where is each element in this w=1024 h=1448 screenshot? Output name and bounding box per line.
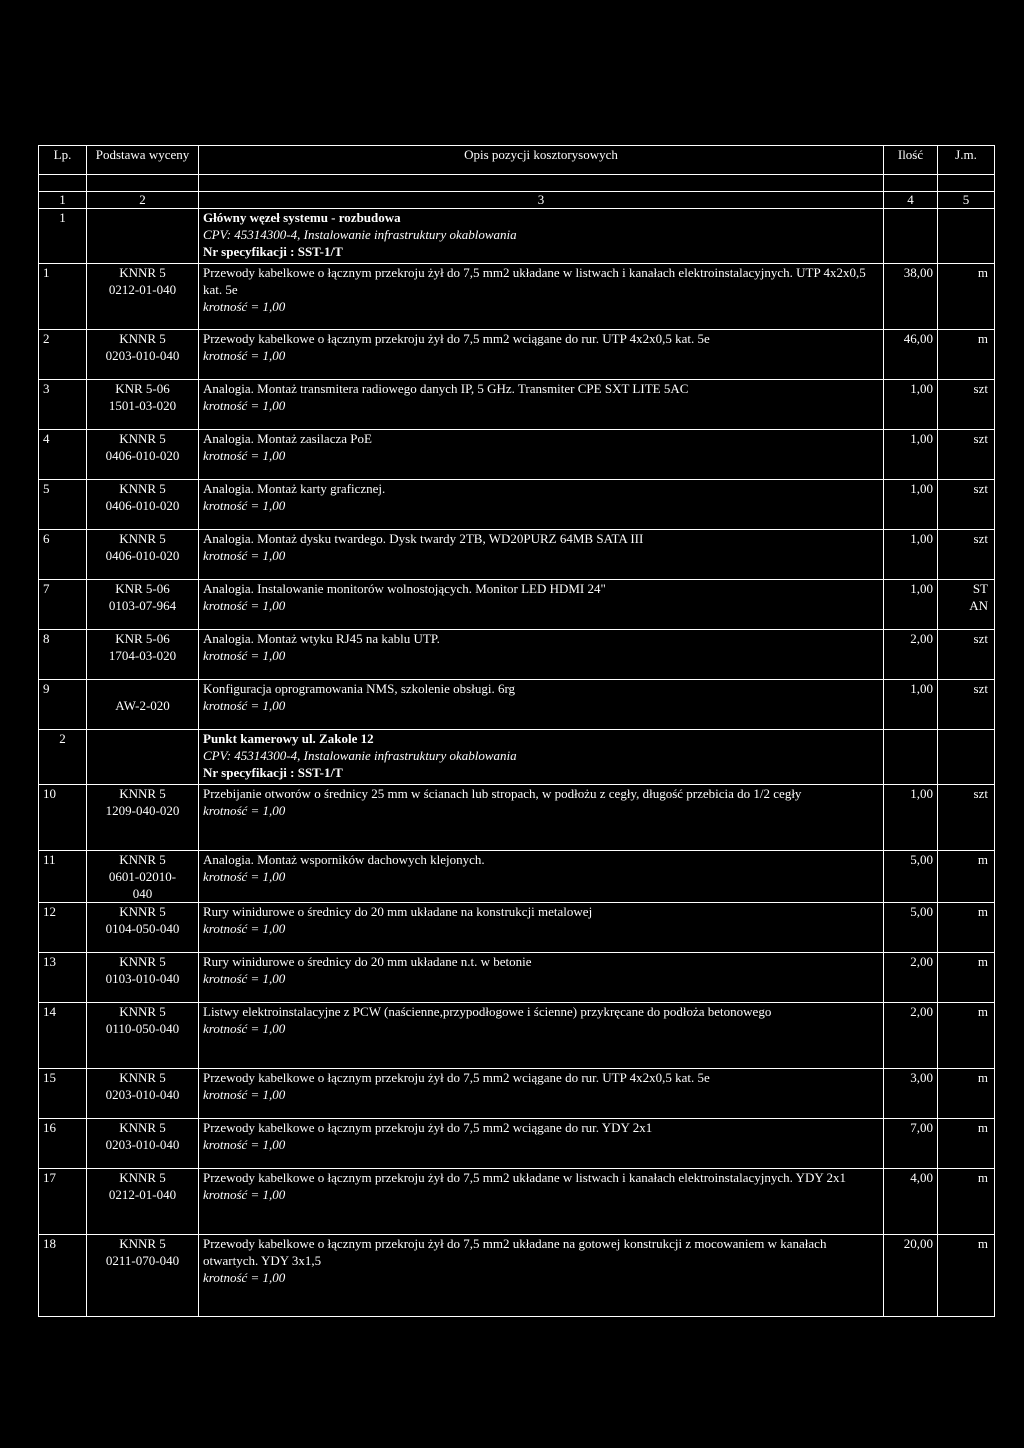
item-quantity: 5,00 <box>884 851 938 903</box>
item-row <box>39 430 995 480</box>
item-basis <box>87 330 199 380</box>
item-multiplier: krotność = 1,00 <box>203 698 286 713</box>
item-description-text: Przewody kabelkowe o łącznym przekroju żył do 7,5 mm2 wciągane do rur. UTP 4x2x0,5 kat. 5e <box>203 1070 710 1085</box>
item-quantity: 1,00 <box>884 480 938 530</box>
item-description-text: Przewody kabelkowe o łącznym przekroju żył do 7,5 mm2 układane na gotowej konstrukcji z mocowaniem w kanałach otwartych. YDY 3x1,5 <box>203 1236 827 1268</box>
item-quantity: 20,00 <box>884 1235 938 1317</box>
item-row <box>39 380 995 430</box>
item-basis-catalog: KNNR 5 <box>119 954 166 969</box>
item-basis-catalog: KNNR 5 <box>119 531 166 546</box>
item-description-text: Rury winidurowe o średnicy do 20 mm układane n.t. w betonie <box>203 954 532 969</box>
item-row <box>39 580 995 630</box>
item-lp: 11 <box>39 851 87 903</box>
item-description-text: Przebijanie otworów o średnicy 25 mm w ścianach lub stropach, w podłożu z cegły, długość przebicia do 1/2 cegły <box>203 786 802 801</box>
header-jm: J.m. <box>938 146 995 175</box>
item-multiplier: krotność = 1,00 <box>203 1087 286 1102</box>
item-basis-catalog: KNNR 5 <box>119 852 166 867</box>
item-basis <box>87 903 199 953</box>
item-row <box>39 1169 995 1235</box>
item-description-text: Analogia. Montaż zasilacza PoE <box>203 431 372 446</box>
item-basis <box>87 953 199 1003</box>
item-unit: szt <box>938 530 995 580</box>
item-row <box>39 1069 995 1119</box>
item-basis-catalog: KNNR 5 <box>119 331 166 346</box>
item-unit: szt <box>938 480 995 530</box>
colnum-1: 1 <box>39 192 87 209</box>
item-multiplier: krotność = 1,00 <box>203 1137 286 1152</box>
item-basis-catalog: KNNR 5 <box>119 481 166 496</box>
section-description <box>199 209 884 264</box>
item-basis <box>87 1003 199 1069</box>
item-unit: m <box>938 1069 995 1119</box>
item-quantity: 2,00 <box>884 630 938 680</box>
section-number: 2 <box>39 730 87 785</box>
item-basis-catalog: KNR 5-06 <box>115 631 170 646</box>
item-lp: 2 <box>39 330 87 380</box>
item-basis-code: 0103-07-964 <box>108 598 177 613</box>
column-number-row <box>39 192 995 209</box>
item-multiplier: krotność = 1,00 <box>203 598 286 613</box>
section-qty-empty <box>884 209 938 264</box>
item-unit: szt <box>938 630 995 680</box>
item-unit: m <box>938 953 995 1003</box>
section-row <box>39 730 995 785</box>
item-quantity: 1,00 <box>884 580 938 630</box>
item-quantity: 1,00 <box>884 430 938 480</box>
item-row <box>39 851 995 903</box>
item-unit: szt <box>938 430 995 480</box>
item-lp: 7 <box>39 580 87 630</box>
item-unit: m <box>938 851 995 903</box>
item-description-text: Przewody kabelkowe o łącznym przekroju żył do 7,5 mm2 układane w listwach i kanałach elektroinstalacyjnych. YDY 2x1 <box>203 1170 847 1185</box>
section-unit-empty <box>938 209 995 264</box>
item-multiplier: krotność = 1,00 <box>203 971 286 986</box>
item-row <box>39 1235 995 1317</box>
cost-estimate-table <box>38 145 995 1317</box>
item-description <box>199 1169 884 1235</box>
item-description-text: Analogia. Montaż wsporników dachowych klejonych. <box>203 852 485 867</box>
colnum-5: 5 <box>938 192 995 209</box>
item-description <box>199 680 884 730</box>
item-description <box>199 330 884 380</box>
item-row <box>39 630 995 680</box>
item-basis-code: 0406-010-020 <box>105 498 180 513</box>
item-quantity: 1,00 <box>884 380 938 430</box>
item-description-text: Przewody kabelkowe o łącznym przekroju żył do 7,5 mm2 układane w listwach i kanałach elektroinstalacyjnych. UTP 4x2x0,5 kat. 5e <box>203 265 866 297</box>
item-basis-catalog: KNNR 5 <box>119 1120 166 1135</box>
item-row <box>39 1119 995 1169</box>
item-basis-catalog: KNNR 5 <box>119 1236 166 1251</box>
item-basis-code: 0110-050-040 <box>105 1021 180 1036</box>
item-lp: 14 <box>39 1003 87 1069</box>
item-multiplier: krotność = 1,00 <box>203 921 286 936</box>
item-basis <box>87 580 199 630</box>
item-lp: 3 <box>39 380 87 430</box>
item-lp: 12 <box>39 903 87 953</box>
item-basis-catalog: KNNR 5 <box>119 1070 166 1085</box>
item-description <box>199 903 884 953</box>
item-basis-code: 0601-02010- <box>108 869 177 884</box>
item-row <box>39 530 995 580</box>
item-lp: 6 <box>39 530 87 580</box>
item-description <box>199 785 884 851</box>
cost-estimate-sheet <box>38 145 994 1317</box>
section-qty-empty <box>884 730 938 785</box>
item-lp: 5 <box>39 480 87 530</box>
item-basis <box>87 851 199 903</box>
item-quantity: 2,00 <box>884 1003 938 1069</box>
item-multiplier: krotność = 1,00 <box>203 348 286 363</box>
item-basis <box>87 430 199 480</box>
item-basis-catalog: KNNR 5 <box>119 904 166 919</box>
item-row <box>39 680 995 730</box>
item-basis-code: 1209-040-020 <box>105 803 180 818</box>
item-multiplier: krotność = 1,00 <box>203 803 286 818</box>
item-lp: 16 <box>39 1119 87 1169</box>
item-basis-catalog: KNNR 5 <box>119 431 166 446</box>
item-description-text: Analogia. Montaż wtyku RJ45 na kablu UTP. <box>203 631 440 646</box>
item-basis-code-cont: 040 <box>132 886 153 901</box>
item-basis-code: 0203-010-040 <box>105 1137 180 1152</box>
item-basis-code: 0212-01-040 <box>108 1187 177 1202</box>
item-unit: m <box>938 903 995 953</box>
item-basis <box>87 1169 199 1235</box>
item-basis <box>87 785 199 851</box>
colnum-2: 2 <box>87 192 199 209</box>
item-unit: m <box>938 330 995 380</box>
item-row <box>39 330 995 380</box>
item-basis <box>87 630 199 680</box>
section-ref-empty <box>87 209 199 264</box>
item-basis-catalog: KNNR 5 <box>119 1170 166 1185</box>
item-quantity: 1,00 <box>884 530 938 580</box>
item-quantity: 5,00 <box>884 903 938 953</box>
item-description <box>199 1003 884 1069</box>
item-multiplier: krotność = 1,00 <box>203 648 286 663</box>
section-cpv: CPV: 45314300-4, Instalowanie infrastruktury okablowania <box>203 227 517 242</box>
item-multiplier: krotność = 1,00 <box>203 498 286 513</box>
item-basis-catalog: KNNR 5 <box>119 265 166 280</box>
item-lp: 18 <box>39 1235 87 1317</box>
item-basis <box>87 1119 199 1169</box>
item-multiplier: krotność = 1,00 <box>203 398 286 413</box>
section-row <box>39 209 995 264</box>
colnum-3: 3 <box>199 192 884 209</box>
item-multiplier: krotność = 1,00 <box>203 299 286 314</box>
section-unit-empty <box>938 730 995 785</box>
item-quantity: 7,00 <box>884 1119 938 1169</box>
item-unit: ST AN <box>938 580 995 630</box>
item-unit: m <box>938 264 995 330</box>
item-multiplier: krotność = 1,00 <box>203 548 286 563</box>
item-basis-code: 0406-010-020 <box>105 448 180 463</box>
item-lp: 10 <box>39 785 87 851</box>
item-basis-code: 0212-01-040 <box>108 282 177 297</box>
section-description <box>199 730 884 785</box>
item-description-text: Przewody kabelkowe o łącznym przekroju żył do 7,5 mm2 wciągane do rur. UTP 4x2x0,5 kat. 5e <box>203 331 710 346</box>
item-basis-code: AW-2-020 <box>115 698 170 713</box>
item-basis-code: 0103-010-040 <box>105 971 180 986</box>
header-podstawa: Podstawa wyceny <box>87 146 199 175</box>
item-multiplier: krotność = 1,00 <box>203 1021 286 1036</box>
item-basis <box>87 380 199 430</box>
item-description <box>199 480 884 530</box>
item-quantity: 2,00 <box>884 953 938 1003</box>
section-ref-empty <box>87 730 199 785</box>
item-basis <box>87 1069 199 1119</box>
item-row <box>39 903 995 953</box>
item-unit: m <box>938 1003 995 1069</box>
item-unit: szt <box>938 680 995 730</box>
item-unit: m <box>938 1235 995 1317</box>
item-lp: 8 <box>39 630 87 680</box>
item-lp: 9 <box>39 680 87 730</box>
item-quantity: 3,00 <box>884 1069 938 1119</box>
item-basis-catalog: KNR 5-06 <box>115 381 170 396</box>
item-row <box>39 785 995 851</box>
item-basis-code: 1501-03-020 <box>108 398 177 413</box>
item-basis <box>87 530 199 580</box>
item-description <box>199 380 884 430</box>
item-description-text: Analogia. Instalowanie monitorów wolnostojących. Monitor LED HDMI 24" <box>203 581 606 596</box>
item-basis-code: 1704-03-020 <box>108 648 177 663</box>
item-description <box>199 430 884 480</box>
header-row <box>39 146 995 175</box>
item-basis-code: 0104-050-040 <box>105 921 180 936</box>
item-description <box>199 264 884 330</box>
item-basis-code: 0211-070-040 <box>105 1253 180 1268</box>
item-description <box>199 1119 884 1169</box>
item-description-text: Listwy elektroinstalacyjne z PCW (naścienne,przypodłogowe i ścienne) przykręcane do podłoża betonowego <box>203 1004 772 1019</box>
item-description-text: Rury winidurowe o średnicy do 20 mm układane na konstrukcji metalowej <box>203 904 593 919</box>
item-lp: 1 <box>39 264 87 330</box>
item-basis <box>87 680 199 730</box>
section-spec: Nr specyfikacji : SST-1/T <box>203 765 343 780</box>
item-lp: 4 <box>39 430 87 480</box>
item-basis <box>87 1235 199 1317</box>
item-basis-blank <box>91 680 194 697</box>
item-unit: szt <box>938 380 995 430</box>
item-row <box>39 953 995 1003</box>
item-description <box>199 630 884 680</box>
item-description <box>199 530 884 580</box>
header-ilosc: Ilość <box>884 146 938 175</box>
item-basis-catalog: KNR 5-06 <box>115 581 170 596</box>
item-description <box>199 580 884 630</box>
item-quantity: 1,00 <box>884 785 938 851</box>
item-multiplier: krotność = 1,00 <box>203 1187 286 1202</box>
item-row <box>39 1003 995 1069</box>
item-unit: m <box>938 1169 995 1235</box>
item-basis-code: 0203-010-040 <box>105 1087 180 1102</box>
item-row <box>39 480 995 530</box>
section-title: Główny węzeł systemu - rozbudowa <box>203 210 401 225</box>
item-row <box>39 264 995 330</box>
item-quantity: 46,00 <box>884 330 938 380</box>
item-description-text: Konfiguracja oprogramowania NMS, szkolenie obsługi. 6rg <box>203 681 516 696</box>
item-multiplier: krotność = 1,00 <box>203 1270 286 1285</box>
item-description <box>199 1069 884 1119</box>
section-spec: Nr specyfikacji : SST-1/T <box>203 244 343 259</box>
item-description-text: Analogia. Montaż dysku twardego. Dysk twardy 2TB, WD20PURZ 64MB SATA III <box>203 531 644 546</box>
item-basis-code: 0203-010-040 <box>105 348 180 363</box>
item-multiplier: krotność = 1,00 <box>203 869 286 884</box>
item-description-text: Przewody kabelkowe o łącznym przekroju żył do 7,5 mm2 wciągane do rur. YDY 2x1 <box>203 1120 653 1135</box>
item-lp: 13 <box>39 953 87 1003</box>
item-quantity: 38,00 <box>884 264 938 330</box>
item-unit: szt <box>938 785 995 851</box>
item-description <box>199 851 884 903</box>
item-basis <box>87 480 199 530</box>
header-opis: Opis pozycji kosztorysowych <box>199 146 884 175</box>
spacer-row <box>39 175 995 192</box>
item-basis-code: 0406-010-020 <box>105 548 180 563</box>
item-description <box>199 1235 884 1317</box>
item-description <box>199 953 884 1003</box>
item-lp: 17 <box>39 1169 87 1235</box>
item-quantity: 4,00 <box>884 1169 938 1235</box>
item-basis-catalog: KNNR 5 <box>119 1004 166 1019</box>
section-title: Punkt kamerowy ul. Zakole 12 <box>203 731 374 746</box>
item-lp: 15 <box>39 1069 87 1119</box>
section-cpv: CPV: 45314300-4, Instalowanie infrastruktury okablowania <box>203 748 517 763</box>
item-quantity: 1,00 <box>884 680 938 730</box>
section-number: 1 <box>39 209 87 264</box>
item-description-text: Analogia. Montaż karty graficznej. <box>203 481 386 496</box>
item-basis-catalog: KNNR 5 <box>119 786 166 801</box>
colnum-4: 4 <box>884 192 938 209</box>
item-description-text: Analogia. Montaż transmitera radiowego danych IP, 5 GHz. Transmiter CPE SXT LITE 5AC <box>203 381 689 396</box>
header-lp: Lp. <box>39 146 87 175</box>
item-multiplier: krotność = 1,00 <box>203 448 286 463</box>
item-unit: m <box>938 1119 995 1169</box>
item-basis <box>87 264 199 330</box>
